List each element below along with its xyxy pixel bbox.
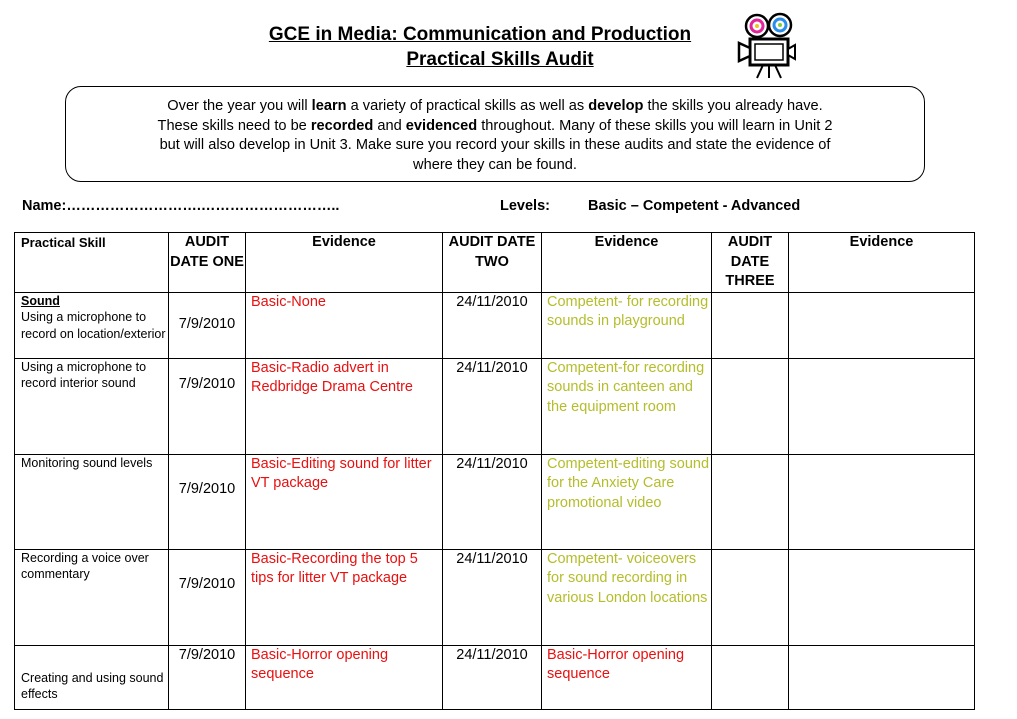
- intro-line-4: where they can be found.: [413, 156, 577, 173]
- header-evidence-two: Evidence: [542, 233, 712, 293]
- film-camera-icon: [735, 12, 805, 80]
- audit-date-three: [712, 549, 789, 645]
- skill-name: Using a microphone to record on location/exterior: [21, 310, 166, 341]
- evidence-two: Competent- for recording sounds in playground: [542, 292, 712, 358]
- skill-cell: [15, 454, 169, 549]
- evidence-one: Basic-Recording the top 5 tips for litter VT package: [246, 549, 443, 645]
- skill-name: Monitoring sound levels: [21, 455, 153, 470]
- skills-audit-table: [14, 232, 975, 710]
- evidence-two: Competent- voiceovers for sound recording in various London locations: [542, 549, 712, 645]
- evidence-three: [789, 454, 975, 549]
- levels-label: Levels:: [500, 198, 550, 214]
- skill-name: Creating and using sound effects: [21, 670, 164, 701]
- evidence-two: Competent-for recording sounds in canteen and the equipment room: [542, 358, 712, 454]
- intro-box: [65, 86, 925, 182]
- evidence-two: Basic-Horror opening sequence: [542, 645, 712, 709]
- header-audit-date-two: AUDIT DATE TWO: [443, 233, 542, 293]
- intro-text-segment: throughout. Many of these skills you will learn in Unit 2: [477, 117, 833, 134]
- evidence-three: [789, 645, 975, 709]
- header-audit-date-three: AUDIT DATE THREE: [712, 233, 789, 293]
- table-row: [15, 645, 975, 709]
- evidence-three: [789, 292, 975, 358]
- intro-text-segment: the skills you already have.: [643, 98, 823, 114]
- table-row: [15, 454, 975, 549]
- table-row: [15, 358, 975, 454]
- skill-cell: [15, 358, 169, 454]
- intro-text-segment: learn: [311, 98, 347, 114]
- table-header-row: [15, 233, 975, 293]
- skill-name: Using a microphone to record interior sound: [21, 359, 147, 390]
- section-heading: Sound: [21, 293, 60, 308]
- intro-text-segment: develop: [588, 98, 644, 114]
- audit-date-one: 7/9/2010: [169, 645, 246, 709]
- audit-date-three: [712, 292, 789, 358]
- header-practical-skill: Practical Skill: [15, 233, 169, 293]
- evidence-one: Basic-Editing sound for litter VT package: [246, 454, 443, 549]
- evidence-one: Basic-Horror opening sequence: [246, 645, 443, 709]
- evidence-three: [789, 358, 975, 454]
- audit-date-one: 7/9/2010: [169, 454, 246, 549]
- skill-cell: [15, 292, 169, 358]
- intro-text-segment: a variety of practical skills as well as: [346, 98, 589, 114]
- audit-date-three: [712, 645, 789, 709]
- audit-date-two: 24/11/2010: [443, 454, 542, 549]
- audit-date-two: 24/11/2010: [443, 292, 542, 358]
- audit-date-three: [712, 358, 789, 454]
- intro-text-segment: recorded: [310, 117, 374, 134]
- audit-date-two: 24/11/2010: [443, 358, 542, 454]
- page-title: GCE in Media: Communication and Production: [268, 24, 692, 45]
- intro-text-segment: These skills need to be: [157, 117, 311, 134]
- audit-date-one: 7/9/2010: [169, 358, 246, 454]
- name-field-label: Name:……………………….………………………..: [22, 198, 340, 214]
- evidence-three: [789, 549, 975, 645]
- intro-line-3: but will also develop in Unit 3. Make sure you record your skills in these audits and state the evidence of: [159, 137, 831, 153]
- table-row: [15, 549, 975, 645]
- intro-text-segment: Over the year you will: [167, 98, 312, 114]
- skill-name: Recording a voice over commentary: [21, 550, 149, 581]
- audit-date-two: 24/11/2010: [443, 645, 542, 709]
- evidence-one: Basic-Radio advert in Redbridge Drama Centre: [246, 358, 443, 454]
- skill-cell: [15, 645, 169, 709]
- intro-line-1: [66, 97, 924, 117]
- header-evidence-one: Evidence: [246, 233, 443, 293]
- table-row: [15, 292, 975, 358]
- intro-text-segment: evidenced: [405, 117, 478, 134]
- evidence-two: Competent-editing sound for the Anxiety Care promotional video: [542, 454, 712, 549]
- header-evidence-three: Evidence: [789, 233, 975, 293]
- audit-date-one: 7/9/2010: [169, 292, 246, 358]
- audit-date-three: [712, 454, 789, 549]
- page-subtitle: Practical Skills Audit: [406, 49, 594, 70]
- audit-date-one: 7/9/2010: [169, 549, 246, 645]
- levels-value: Basic – Competent - Advanced: [588, 198, 801, 214]
- audit-date-two: 24/11/2010: [443, 549, 542, 645]
- intro-text-segment: and: [373, 117, 406, 134]
- evidence-one: Basic-None: [246, 292, 443, 358]
- header-audit-date-one: AUDIT DATE ONE: [169, 233, 246, 293]
- skill-cell: [15, 549, 169, 645]
- intro-line-2: [66, 117, 924, 137]
